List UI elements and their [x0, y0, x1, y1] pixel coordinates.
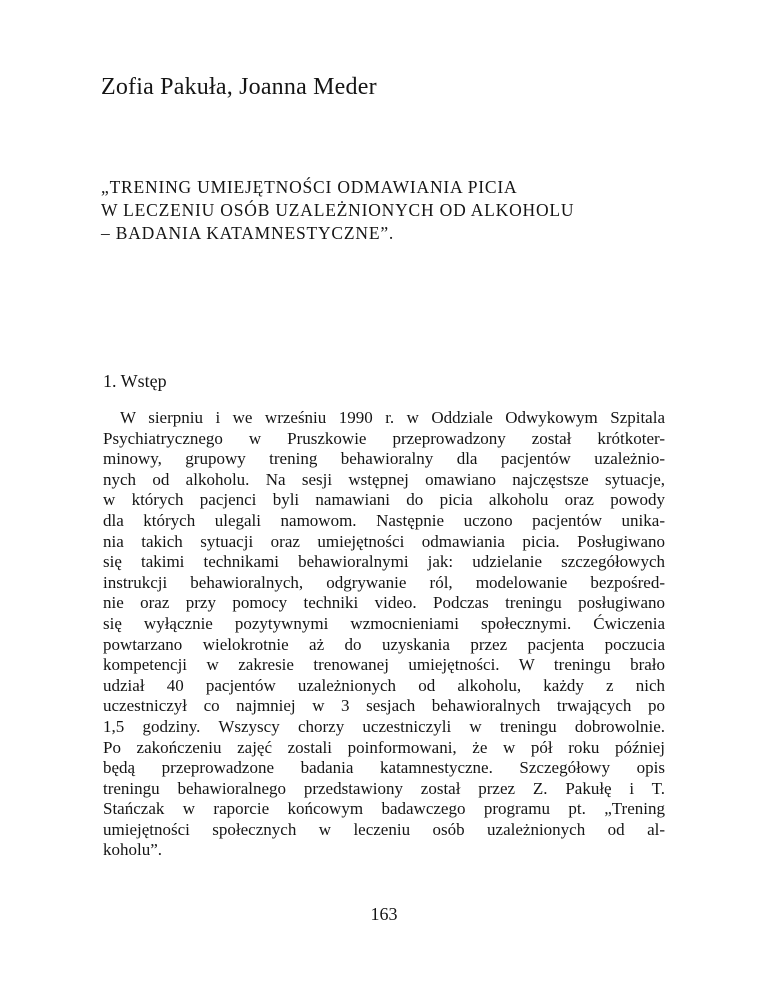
paragraph-line: 1,5 godziny. Wszyscy chorzy uczestniczyli w treningu dobrowolnie. — [103, 716, 665, 736]
title-line: – BADANIA KATAMNESTYCZNE”. — [101, 223, 395, 243]
paragraph-line: nia takich sytuacji oraz umiejętności odmawiania picia. Posługiwano — [103, 531, 665, 551]
paragraph-line: instrukcji behawioralnych, odgrywanie ról, modelowanie bezpośred- — [103, 572, 665, 592]
body-paragraph — [103, 408, 665, 861]
paragraph-line: się takimi technikami behawioralnymi jak: udzielanie szczegółowych — [103, 552, 665, 572]
title-line: „TRENING UMIEJĘTNOŚCI ODMAWIANIA PICIA — [101, 177, 518, 197]
paragraph-line: powtarzano wielokrotnie aż do uzyskania przez pacjenta poczucia — [103, 634, 665, 654]
paragraph-line: koholu”. — [103, 840, 163, 860]
authors: Zofia Pakuła, Joanna Meder — [101, 74, 377, 100]
article-title — [101, 176, 574, 245]
paragraph-line: kompetencji w zakresie trenowanej umiejętności. W treningu brało — [103, 655, 665, 675]
paragraph-line: w których pacjenci byli namawiani do picia alkoholu oraz powody — [103, 490, 665, 510]
paragraph-line: Po zakończeniu zajęć zostali poinformowani, że w pół roku później — [103, 737, 665, 757]
paragraph-line: W sierpniu i we wrześniu 1990 r. w Oddziale Odwykowym Szpitala — [120, 408, 665, 427]
paragraph-line: treningu behawioralnego przedstawiony został przez Z. Pakułę i T. — [103, 778, 665, 798]
title-line: W LECZENIU OSÓB UZALEŻNIONYCH OD ALKOHOLU — [101, 200, 575, 220]
paragraph-line: nych od alkoholu. Na sesji wstępnej omawiano najczęstsze sytuacje, — [103, 469, 665, 489]
paragraph-line: udział 40 pacjentów uzależnionych od alkoholu, każdy z nich — [103, 675, 665, 695]
paragraph-line: Psychiatrycznego w Pruszkowie przeprowadzony został krótkoter- — [103, 428, 665, 448]
paragraph-line: się wyłącznie pozytywnymi wzmocnieniami społecznymi. Ćwiczenia — [103, 613, 665, 633]
page-number: 163 — [370, 904, 398, 924]
paragraph-line: dla których ulegali namowom. Następnie uczono pacjentów unika- — [103, 510, 665, 530]
paragraph-line: nie oraz przy pomocy techniki video. Podczas treningu posługiwano — [103, 593, 665, 613]
paragraph-line: umiejętności społecznych w leczeniu osób uzależnionych od al- — [103, 819, 665, 839]
paragraph-line: uczestniczył co najmniej w 3 sesjach behawioralnych trwających po — [103, 696, 665, 716]
paragraph-line: minowy, grupowy trening behawioralny dla pacjentów uzależnio- — [103, 449, 665, 469]
paragraph-line: Stańczak w raporcie końcowym badawczego programu pt. „Trening — [103, 799, 665, 819]
section-heading: 1. Wstęp — [103, 371, 167, 391]
paragraph-line: będą przeprowadzone badania katamnestyczne. Szczegółowy opis — [103, 758, 665, 778]
